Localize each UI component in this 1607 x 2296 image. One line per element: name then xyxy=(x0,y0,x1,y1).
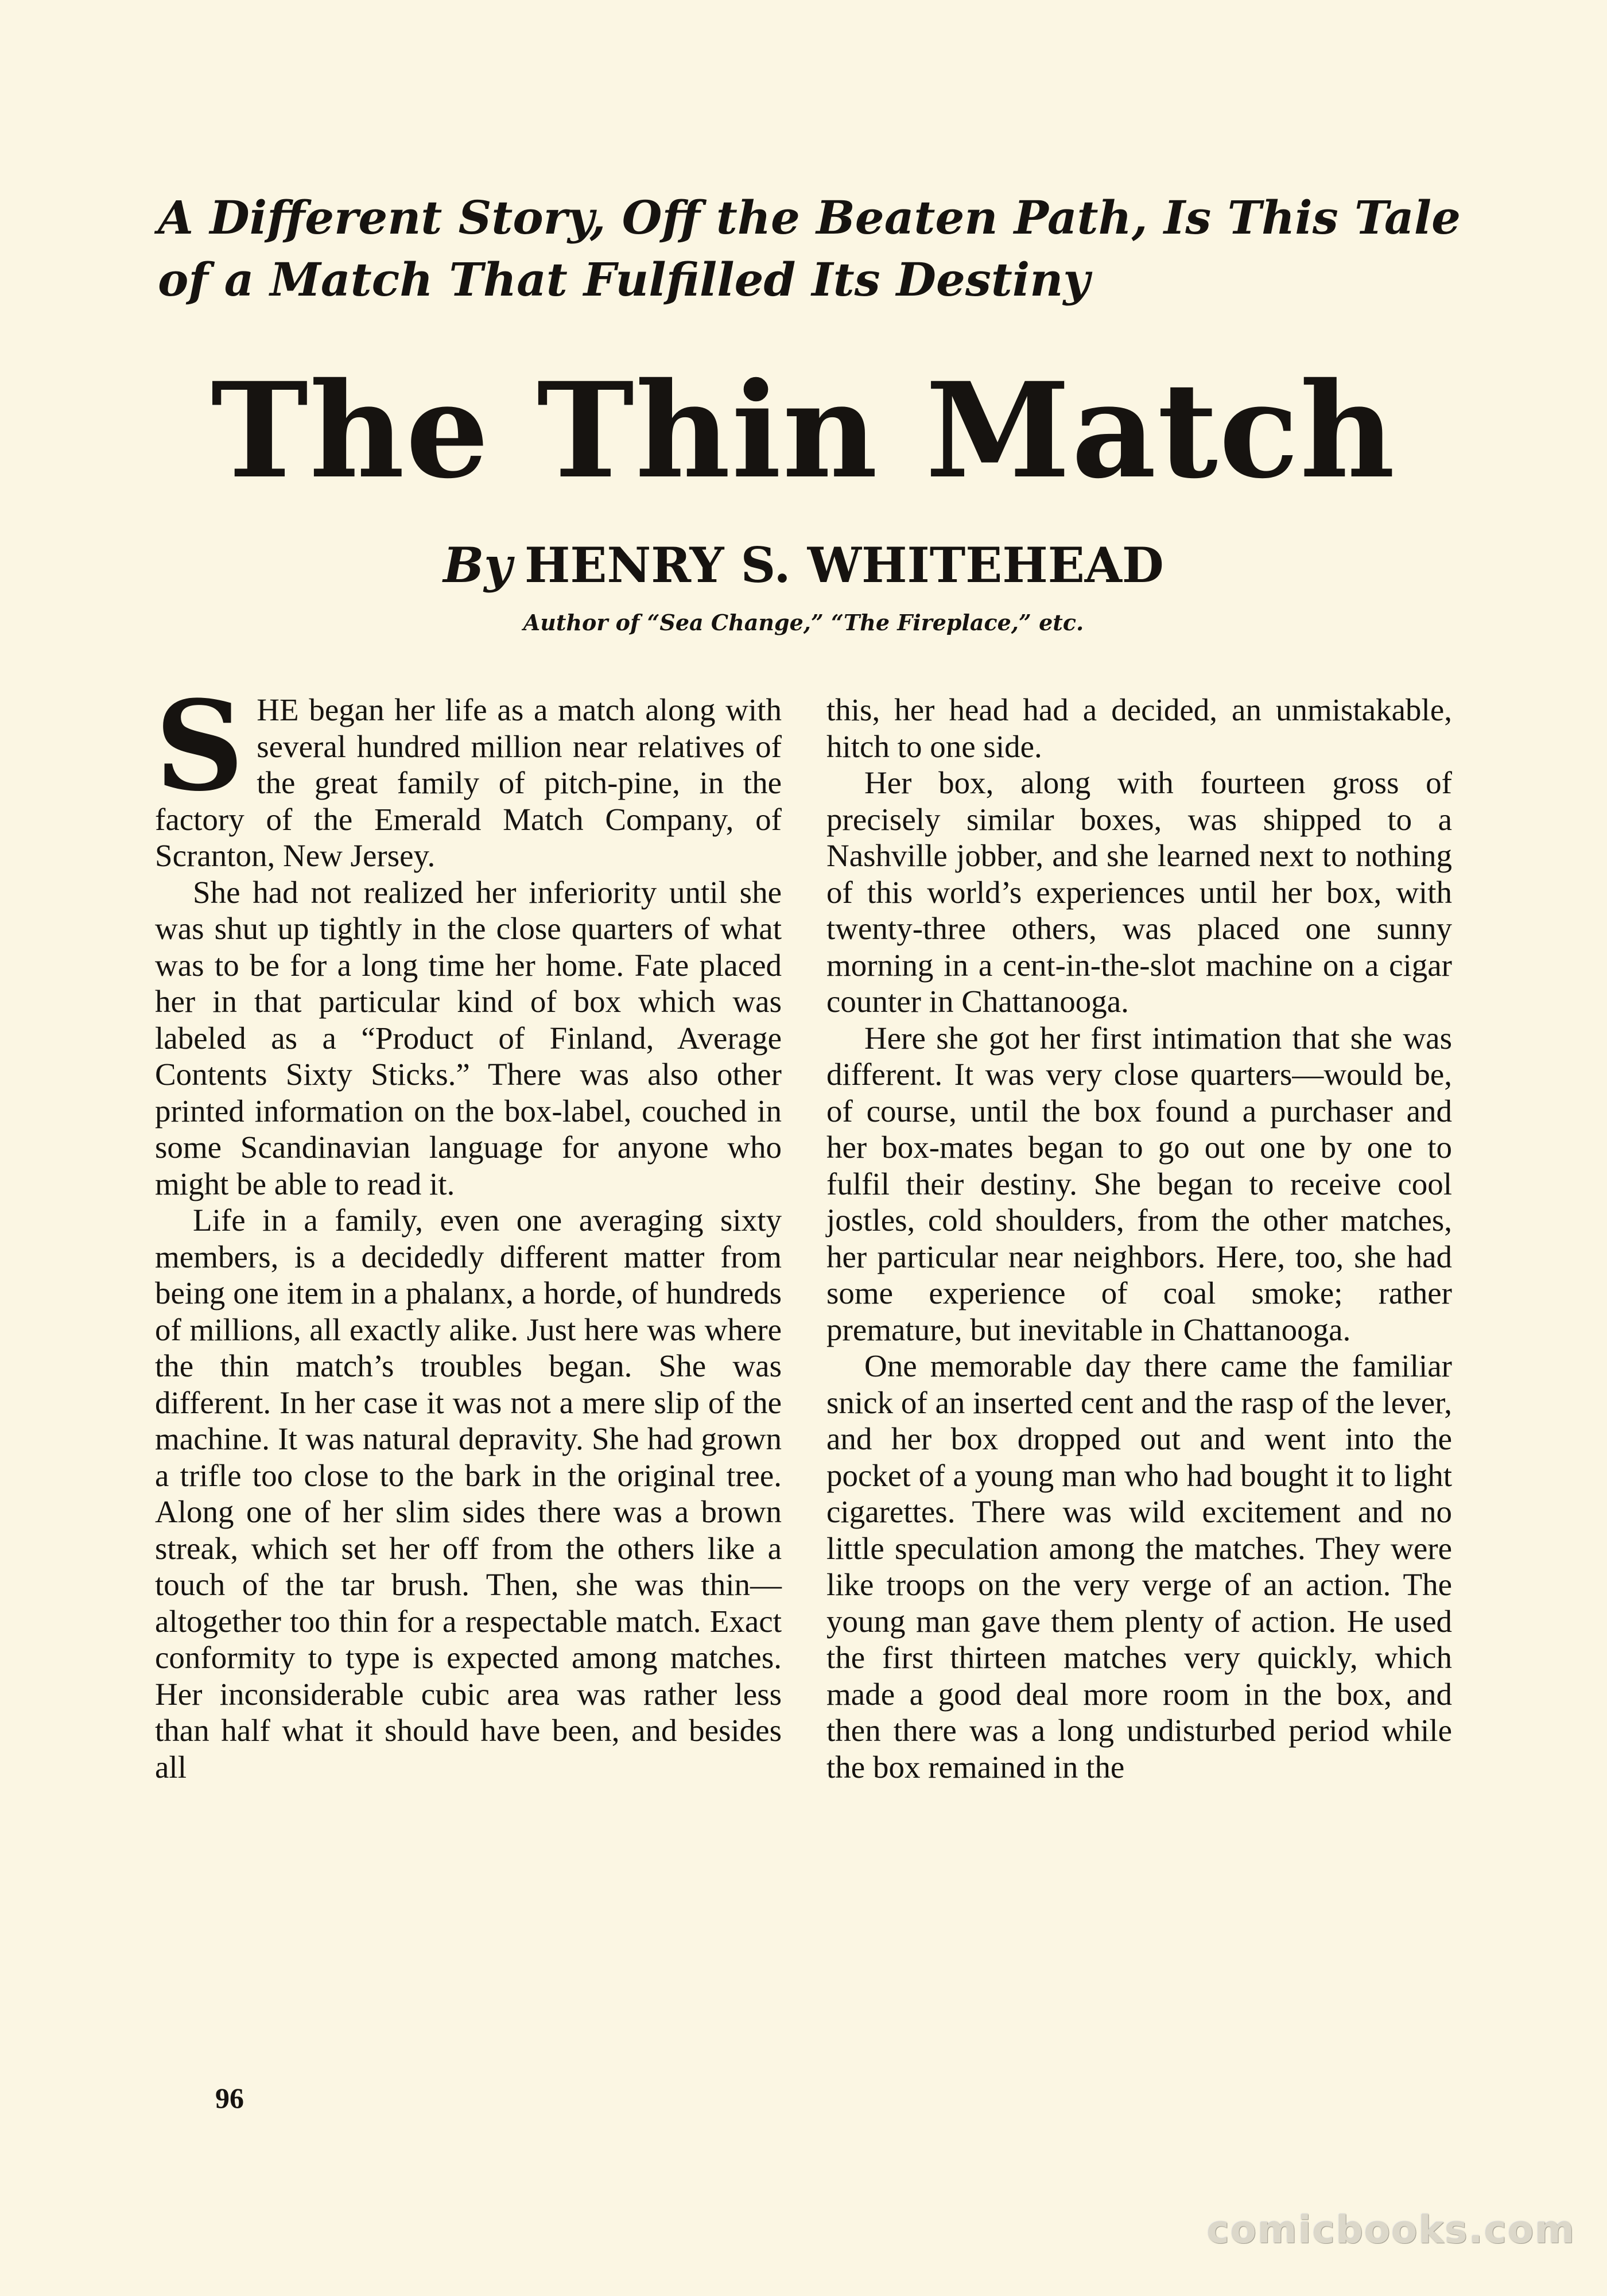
text-column-left xyxy=(155,673,782,1785)
paragraph-continued: this, her head had a decided, an unmistakable, hitch to one side. xyxy=(826,692,1452,764)
author-credits: Author of “Sea Change,” “The Fireplace,” etc. xyxy=(523,610,1084,635)
paragraph: Her box, along with fourteen gross of precisely similar boxes, was shipped to a Nashville jobber, and she learned next to nothing of this world’s experiences until her box, with twenty-three others, was placed one sunny morning in a cent-in-the-slot machine on a cigar counter in Chattanooga. xyxy=(826,765,1452,1019)
paragraph xyxy=(155,673,782,874)
byline-by: By xyxy=(443,537,513,594)
paragraph: Here she got her first intimation that she was different. It was very close quarters—would be, of course, until the box found a purchaser and her box-mates began to go out one by one to fulfil their destiny. She began to receive cool jostles, cold shoulders, from the other matches, her particular near neighbors. Here, too, she had some experience of coal smoke; rather premature, but inevitable in Chattanooga. xyxy=(826,1020,1452,1347)
story-title: The Thin Match xyxy=(211,354,1396,507)
deck-line-2: of a Match That Fulfilled Its Destiny xyxy=(158,253,1090,307)
deck-line-1: A Different Story, Off the Beaten Path, Is This Tale xyxy=(158,191,1461,245)
paragraph: One memorable day there came the familiar snick of an inserted cent and the rasp of the lever, and her box dropped out and went into the pocket of a young man who had bought it to light cigarettes. There was wild excitement and no little speculation among the matches. They were like troops on the very verge of an action. The young man gave them plenty of action. He used the first thirteen matches very quickly, which made a good deal more room in the box, and then there was a long undisturbed period while the box remained in the xyxy=(826,1348,1452,1785)
paragraph: She had not realized her inferiority until she was shut up tightly in the close quarters of what was to be for a long time her home. Fate placed her in that particular kind of box which was labeled as a “Product of Finland, Average Contents Sixty Sticks.” There was also other printed information on the box-label, couched in some Scandinavian language for anyone who might be able to read it. xyxy=(155,874,782,1201)
story-deck xyxy=(158,187,1461,311)
byline xyxy=(172,534,1435,597)
author-name: HENRY S. WHITEHEAD xyxy=(525,537,1164,594)
drop-cap: S xyxy=(155,673,244,819)
paragraph: Life in a family, even one averaging sixty members, is a decidedly different matter from being one item in a phalanx, a horde, of hundreds of millions, all exactly alike. Just here was where the thin match’s troubles began. She was different. In her case it was not a mere slip of the machine. It was natural depravity. She had grown a trifle too close to the bark in the original tree. Along one of her slim sides there was a brown streak, which set her off from the others like a touch of the tar brush. Then, she was thin—altogether too thin for a respectable match. Exact conformity to type is expected among matches. Her inconsiderable cubic area was rather less than half what it should have been, and besides all xyxy=(155,1203,782,1785)
watermark: comicbooks.com xyxy=(1206,2208,1575,2252)
paragraph-text: HE began her life as a match along with several hundred million near relatives of the great family of pitch-pine, in the factory of the Emerald Match Company, of Scranton, New Jersey. xyxy=(155,692,782,873)
text-column-right xyxy=(826,692,1452,1785)
page-number: 96 xyxy=(215,2082,244,2114)
